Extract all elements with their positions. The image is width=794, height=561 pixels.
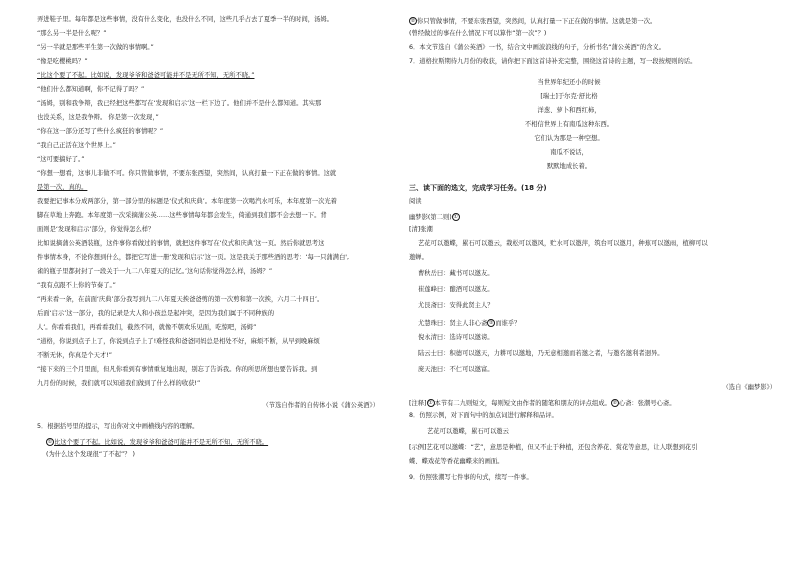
text-line: “你想一想看，这事儿非做不可。你只管做事情，不要东张西望，突然间，认真打量一下正在做的事情。这就 <box>37 170 337 177</box>
selection-title-text: 幽梦影(第二则) <box>409 214 452 221</box>
text-line: “这可要搞好了。” <box>37 156 85 163</box>
question-9: 9．仿照张潮写七件事的句式，续写一件事。 <box>409 474 533 481</box>
circled-number: ① <box>47 439 53 445</box>
comment-line: 尤艮斋曰：安得此贤主人？ <box>418 302 494 309</box>
text-line: “我有点跟不上你的节奏了。” <box>37 282 116 289</box>
source-citation: （节选自作者的自传体小说《蒲公英酒》） <box>262 402 379 409</box>
question-7: 7．道格拉斯期待九月份的收获，请你把下面这首诗补充完整，围绕这首诗的主题，写一段按规则的话。 <box>409 58 697 65</box>
circled-number: ② <box>410 18 416 24</box>
comment-line: 陆云士曰：积德可以邀天，力耕可以邀地，乃无意相邀而若邀之者，与邀名邀利者迥异。 <box>418 350 664 357</box>
poem-line: 当世界年纪还小的时候 <box>537 79 601 86</box>
note-label: [注释] <box>409 400 427 407</box>
question-5-part-2 <box>409 17 656 25</box>
text-line: 弄进鞋子里。每年都是这些事情，没有什么变化，也没什么不同，这些几乎占去了夏季一半的时间，汤姆。 <box>37 16 333 23</box>
circled-number: ② <box>612 400 618 406</box>
text-line: “另一半就是那些平生第一次做的事情啊。” <box>37 44 154 51</box>
question-8: 8．仿照示例，对下面句中的加点词进行解释和品评。 <box>409 412 558 419</box>
reading-label: 阅读 <box>409 198 422 205</box>
text-line: 比如说摘蒲公英酒装瓶，这件事你看做过的事情，就把这件事写在‘仪式和庆典’这一页。然后你就思考这 <box>37 240 325 247</box>
poem-line: 默默地成长着。 <box>546 163 592 170</box>
circled-number: ② <box>489 320 494 326</box>
text-line: 后面‘启示’这一部分，我的记录是大人和小孩总是起冲突，是因为我们属于不同种族的 <box>37 310 274 317</box>
author: [清]张潮 <box>409 226 433 233</box>
question-5-part-1 <box>46 438 268 446</box>
passage-line: 艺花可以邀蝶，累石可以邀云，栽松可以邀风，贮水可以邀萍，筑台可以邀月，种蕉可以邀雨，植柳可以 <box>418 240 708 247</box>
question-5: 5．根据括号里的提示，写出你对文中画横线内容的理解。 <box>37 423 199 430</box>
note-text: 心斋：张潮号心斋。 <box>618 400 676 407</box>
note-text: 本节有二九则短文，每则短文由作者的随笔和朋友的评点组成。 <box>434 400 611 407</box>
text-line: 也没关系，这是我争辩。 你是第一次发现，” <box>37 114 159 121</box>
comment-text: 尤慧珠曰：贤主人非心斋 <box>418 320 488 327</box>
selection-title <box>409 213 460 221</box>
circled-number: ① <box>453 214 458 220</box>
comment-line: 曹秋岳曰：藏书可以邀友。 <box>418 270 494 277</box>
question-8-sentence: 艺花可以邀蝶，累石可以邀云 <box>427 428 509 435</box>
text-line: “接下来的三个月里面，但凡你看到有事情重复地出现，别忘了告诉我。你的所思所想也要告诉我。到 <box>37 366 318 373</box>
text-line: 雀的瓶子里都封封了一段关于一九二八年夏天的记忆。’这句话你觉得怎么样，汤姆？” <box>37 268 273 275</box>
question-6: 6．本文节选自《蒲公英酒》一书，结合文中画波浪线的句子，分析书名“蒲公英酒”的含义。 <box>409 44 666 51</box>
poem-line: 不相信世界上有南瓜这种东西。 <box>524 121 614 128</box>
text-line: 面则是‘发现和启示’部分，你觉得怎么样？ <box>37 226 155 233</box>
text-line: “道格，你说到点子上了，你说到点子上了!难怪我和爸爸同妈总是相处不好，麻烦不断，从早到晚麻烦 <box>37 338 320 345</box>
comment-line: 庞天池曰：不仁可以邀富。 <box>418 366 494 373</box>
text-line: “我自己正活在这个世界上。” <box>37 142 116 149</box>
text-line: “汤姆，别和我争辩，我已经把这些都写在‘发现和启示’这一栏下边了。他们并不是什么都知道。其实那 <box>37 100 322 107</box>
text-line: “再来看一条，在前面‘庆典’部分我写到九二八年夏天挨爸爸剪的第一次剪和第一次挨，六月二十四日’。 <box>37 296 324 303</box>
underlined-line: 是第一次，真的。 <box>37 184 88 191</box>
comment-line: 崔莲峰曰：酿酒可以邀友。 <box>418 286 494 293</box>
text-line: 不断无休，你真是个天才!” <box>37 352 113 359</box>
text-line: “那么另一半是什么呢？” <box>37 30 107 37</box>
example-line: 蝶、蝶戏花等香花幽蝶来的画面。 <box>409 458 504 465</box>
comment-line: 倪永清曰：选诗可以邀谤。 <box>418 334 494 341</box>
annotation-note <box>409 399 676 407</box>
question-5-part-1-text: 比这个要了不起。比如说，发现爷爷和爸爸可能并不是无所不知，无所不晓。 <box>54 439 269 446</box>
selection-source: （选自《幽梦影》） <box>722 384 776 391</box>
poem-author: [瑞士]于尔克·舒比格 <box>540 93 598 100</box>
question-5-part-2-hint: (曾经做过的事在什么情况下可以算作“第一次”？) <box>409 30 547 37</box>
poem-line: 洋葱、萝卜和西红柿， <box>537 107 601 114</box>
example-line: [示例]艺花可以邀蝶：“艺”，意思是种植，但又不止于种植，还包含养花、赏花等意思，让人联想到花引 <box>409 444 698 451</box>
poem-line: 南瓜不说话， <box>550 149 588 156</box>
text-line: 九月份的时候，我们就可以知道我们做到了什么样的收获!” <box>37 380 201 387</box>
circled-number: ① <box>428 400 433 406</box>
text-line: 脚在草地上奔跑。本年度第一次采摘蒲公英……这些事情每年都会发生，倚通到我们都不会去想一下。背 <box>37 212 327 219</box>
text-line: 我要把记事本分成两部分，第一部分里的标题是‘仪式和庆典’。本年度第一次喝汽水可乐，本年度第一次光着 <box>37 198 337 205</box>
question-5-part-2-text: 你只管做事情，不要东张西望，突然间，认真打量一下正在做的事情。这就是第一次。 <box>417 18 657 25</box>
text-line: “你在这一部分还写了些什么疯狂的事情呢？” <box>37 128 164 135</box>
question-5-part-1-hint: (为什么这个发现很“了不起”？ ) <box>46 451 136 458</box>
passage-line: 邀蝉。 <box>409 254 428 261</box>
text-line: 人’。你看看我们，再看看我们，截然不同，就像不朝欢乐见面，吃惊吧，汤姆” <box>37 324 257 331</box>
comment-line <box>418 319 520 327</box>
comment-tail: 而谁乎？ <box>495 320 521 327</box>
underlined-line: “比这个要了不起。比如说，发现爷爷和爸爸可能并不是无所不知，无所不晓。” <box>37 72 255 79</box>
poem-line: 它们认为那是一种空想。 <box>534 135 604 142</box>
section-3-heading: 三、读下面的选文，完成学习任务。(18 分) <box>409 184 547 192</box>
text-line: “像是吃樱桃吗？” <box>37 58 88 65</box>
text-line: 件事情本身，不论你想到什么，都把它写进一册‘发现和启示’这一页。这是我关于那些酒的思考：‘每一只蒲满白', <box>37 254 349 261</box>
text-line: “他们什么都知道啊，你不记得了吗？” <box>37 86 145 93</box>
